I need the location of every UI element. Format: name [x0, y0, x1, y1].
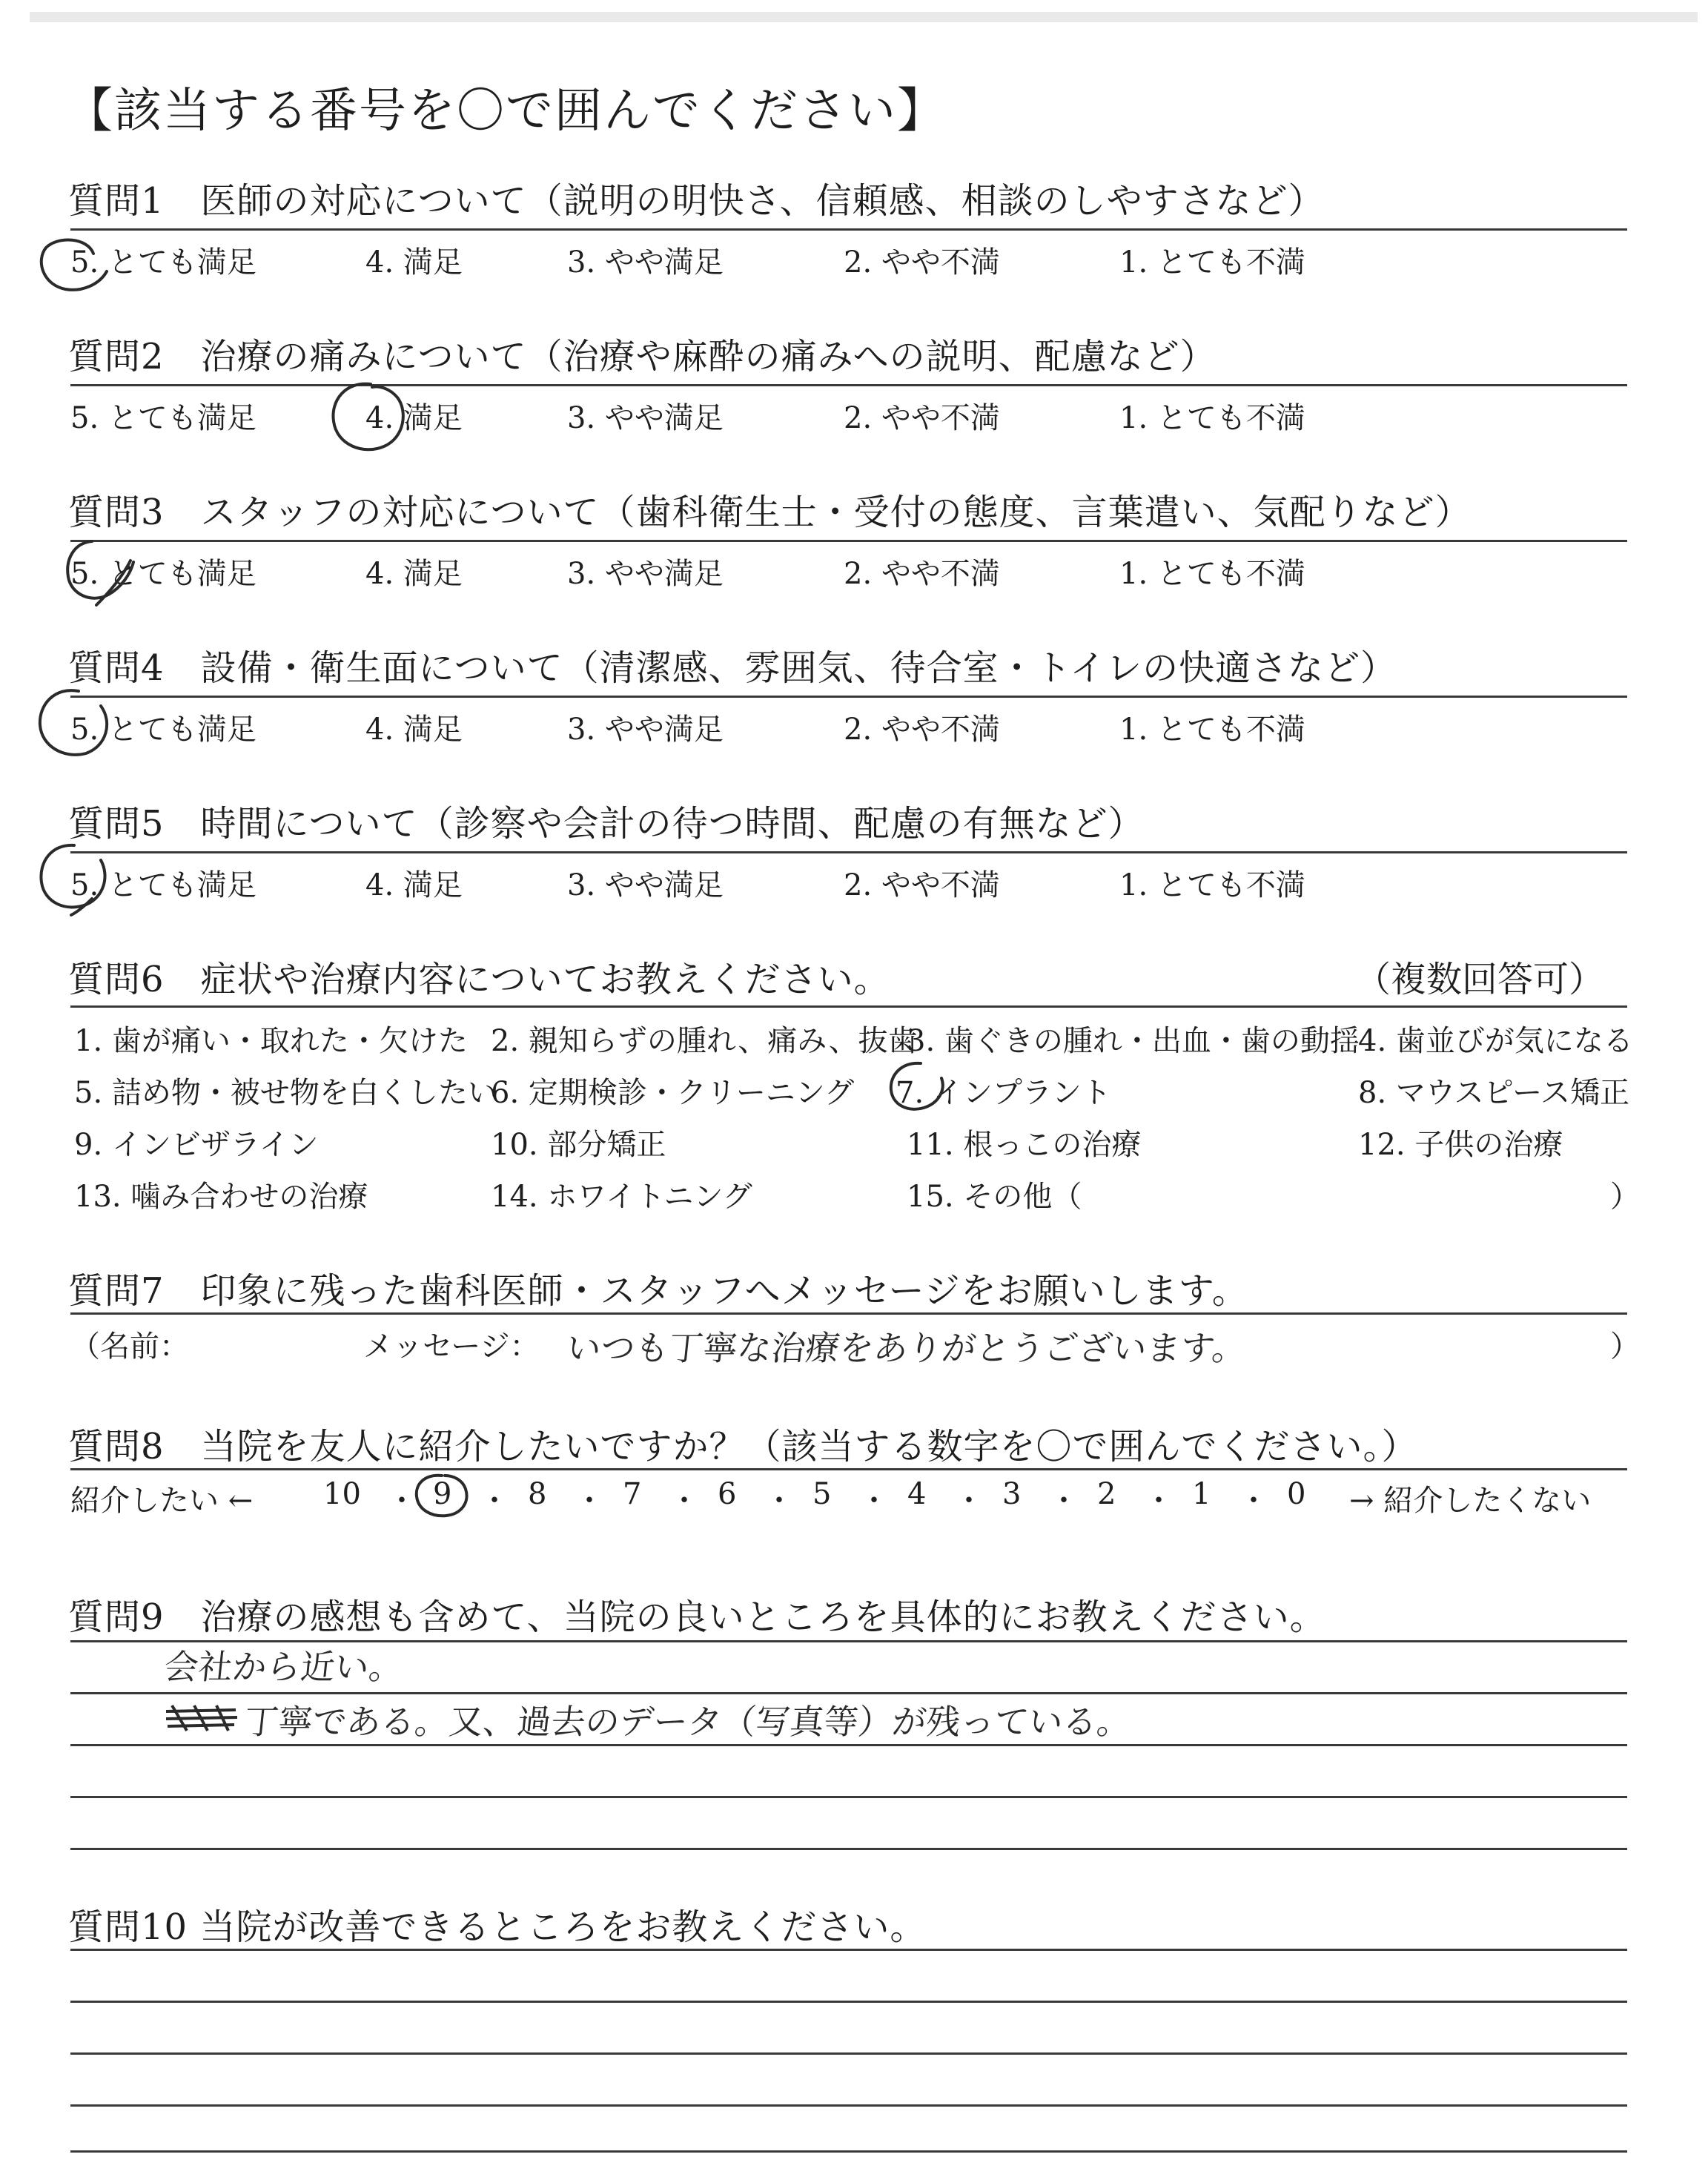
q9-answer-line-2 — [70, 1692, 1627, 1694]
question-4-title: 質問4 設備・衛生面について（清潔感、雰囲気、待合室・トイレの快適さなど） — [68, 647, 1397, 689]
question-8-rule — [70, 1468, 1627, 1470]
q5-option-4[interactable]: 4. 満足 — [365, 868, 463, 902]
q1-option-4[interactable]: 4. 満足 — [365, 245, 463, 280]
question-2-rule — [70, 384, 1627, 386]
q5-option-2[interactable]: 2. やや不満 — [844, 868, 1000, 902]
q10-answer-line-1 — [70, 1949, 1627, 1951]
question-1-title: 質問1 医師の対応について（説明の明快さ、信頼感、相談のしやすさなど） — [68, 180, 1325, 222]
q7-message-label: メッセージ： — [363, 1330, 540, 1364]
q3-option-4[interactable]: 4. 満足 — [365, 557, 463, 591]
q6-option-12[interactable]: 12. 子供の治療 — [1358, 1128, 1563, 1162]
q5-option-5[interactable]: 5. とても満足 — [70, 868, 256, 902]
q1-option-1[interactable]: 1. とても不満 — [1119, 245, 1305, 280]
q7-close-paren: ） — [1610, 1330, 1640, 1364]
scan-edge — [30, 12, 1698, 22]
question-9-title: 質問9 治療の感想も含めて、当院の良いところを具体的にお教えください。 — [68, 1596, 1326, 1638]
q6-option-7[interactable]: 7. インプラント — [896, 1076, 1111, 1110]
q10-answer-line-5 — [70, 2150, 1627, 2153]
q8-score-0[interactable]: 0 — [1287, 1477, 1306, 1511]
q9-scribbled-out-mark — [165, 1702, 239, 1732]
q8-right-label: → 紹介したくない — [1349, 1484, 1592, 1518]
q8-dot: ・ — [480, 1484, 509, 1518]
q8-score-4[interactable]: 4 — [907, 1477, 927, 1511]
q4-option-3[interactable]: 3. やや満足 — [567, 713, 724, 747]
q6-option-11[interactable]: 11. 根っこの治療 — [907, 1128, 1142, 1162]
q2-option-4[interactable]: 4. 満足 — [365, 401, 463, 435]
q6-option-13[interactable]: 13. 噛み合わせの治療 — [74, 1180, 368, 1214]
q10-answer-line-4 — [70, 2104, 1627, 2107]
question-3-rule — [70, 540, 1627, 542]
q2-option-2[interactable]: 2. やや不満 — [844, 401, 1000, 435]
q2-option-5[interactable]: 5. とても満足 — [70, 401, 256, 435]
question-8-title: 質問8 当院を友人に紹介したいですか？（該当する数字を〇で囲んでください。） — [68, 1426, 1418, 1467]
question-1-rule — [70, 228, 1627, 231]
q8-score-9[interactable]: 9 — [433, 1477, 452, 1511]
q9-answer-line-5 — [70, 1848, 1627, 1850]
q4-option-2[interactable]: 2. やや不満 — [844, 713, 1000, 747]
q8-dot: ・ — [1144, 1484, 1174, 1518]
q6-option-15[interactable]: 15. その他（ — [907, 1180, 1082, 1214]
q8-score-7[interactable]: 7 — [623, 1477, 642, 1511]
q1-option-3[interactable]: 3. やや満足 — [567, 245, 724, 280]
q4-option-5[interactable]: 5. とても満足 — [70, 713, 256, 747]
q8-score-3[interactable]: 3 — [1002, 1477, 1022, 1511]
q3-option-5[interactable]: 5. とても満足 — [70, 557, 256, 591]
q7-name-label: （名前： — [70, 1330, 189, 1364]
q8-score-6[interactable]: 6 — [718, 1477, 737, 1511]
q8-score-5[interactable]: 5 — [812, 1477, 832, 1511]
q5-option-1[interactable]: 1. とても不満 — [1119, 868, 1305, 902]
question-6-note: （複数回答可） — [1354, 959, 1604, 1000]
question-6-rule — [70, 1005, 1627, 1008]
q5-option-3[interactable]: 3. やや満足 — [567, 868, 724, 902]
q6-option-14[interactable]: 14. ホワイトニング — [491, 1180, 752, 1214]
q10-answer-line-3 — [70, 2052, 1627, 2055]
q8-dot: ・ — [764, 1484, 794, 1518]
q6-option-10[interactable]: 10. 部分矯正 — [491, 1128, 666, 1162]
q8-dot: ・ — [1049, 1484, 1079, 1518]
question-7-rule — [70, 1312, 1627, 1315]
q8-score-2[interactable]: 2 — [1097, 1477, 1116, 1511]
q8-dot: ・ — [954, 1484, 984, 1518]
q1-option-2[interactable]: 2. やや不満 — [844, 245, 1000, 280]
question-5-rule — [70, 851, 1627, 853]
q9-answer-line-3 — [70, 1744, 1627, 1746]
question-5-title: 質問5 時間について（診察や会計の待つ時間、配慮の有無など） — [68, 803, 1145, 845]
q3-option-1[interactable]: 1. とても不満 — [1119, 557, 1305, 591]
q8-left-label: 紹介したい ← — [70, 1484, 254, 1518]
q8-dot: ・ — [669, 1484, 699, 1518]
question-2-title: 質問2 治療の痛みについて（治療や麻酔の痛みへの説明、配慮など） — [68, 336, 1217, 377]
q8-score-1[interactable]: 1 — [1192, 1477, 1211, 1511]
q6-option-3[interactable]: 3. 歯ぐきの腫れ・出血・歯の動揺 — [907, 1024, 1360, 1058]
q6-option-6[interactable]: 6. 定期検診・クリーニング — [491, 1076, 855, 1110]
q10-answer-line-2 — [70, 2001, 1627, 2003]
q4-option-1[interactable]: 1. とても不満 — [1119, 713, 1305, 747]
q6-option-5[interactable]: 5. 詰め物・被せ物を白くしたい — [74, 1076, 497, 1110]
q8-score-10[interactable]: 10 — [323, 1477, 361, 1511]
q9-answer-line-4 — [70, 1796, 1627, 1798]
q8-dot: ・ — [387, 1484, 417, 1518]
q2-option-1[interactable]: 1. とても不満 — [1119, 401, 1305, 435]
q8-dot: ・ — [1239, 1484, 1268, 1518]
q8-dot: ・ — [575, 1484, 604, 1518]
q3-option-3[interactable]: 3. やや満足 — [567, 557, 724, 591]
q3-option-2[interactable]: 2. やや不満 — [844, 557, 1000, 591]
question-7-title: 質問7 印象に残った歯科医師・スタッフへメッセージをお願いします。 — [68, 1270, 1248, 1312]
q4-option-4[interactable]: 4. 満足 — [365, 713, 463, 747]
question-10-title: 質問10 当院が改善できるところをお教えください。 — [68, 1906, 927, 1948]
q6-option-4[interactable]: 4. 歯並びが気になる — [1358, 1024, 1633, 1058]
q6-other-close-paren: ） — [1610, 1180, 1640, 1214]
q1-option-5[interactable]: 5. とても満足 — [70, 245, 256, 280]
q6-option-8[interactable]: 8. マウスピース矯正 — [1358, 1076, 1630, 1110]
q6-option-1[interactable]: 1. 歯が痛い・取れた・欠けた — [74, 1024, 468, 1058]
question-6-title: 質問6 症状や治療内容についてお教えください。 — [68, 959, 890, 1000]
q9-handwritten-answer-2[interactable]: 丁寧である。又、過去のデータ（写真等）が残っている。 — [242, 1702, 1133, 1742]
page-heading: 【該当する番号を〇で囲んでください】 — [65, 84, 946, 139]
question-3-title: 質問3 スタッフの対応について（歯科衛生士・受付の態度、言葉遣い、気配りなど） — [68, 492, 1472, 533]
q2-option-3[interactable]: 3. やや満足 — [567, 401, 724, 435]
q6-option-9[interactable]: 9. インビザライン — [74, 1128, 319, 1162]
q9-handwritten-answer-1[interactable]: 会社から近い。 — [162, 1647, 406, 1687]
q6-option-2[interactable]: 2. 親知らずの腫れ、痛み、抜歯 — [491, 1024, 918, 1058]
q7-message-handwritten[interactable]: いつも丁寧な治療をありがとうございます。 — [564, 1328, 1248, 1368]
q8-score-8[interactable]: 8 — [528, 1477, 547, 1511]
q8-dot: ・ — [859, 1484, 889, 1518]
question-4-rule — [70, 696, 1627, 698]
